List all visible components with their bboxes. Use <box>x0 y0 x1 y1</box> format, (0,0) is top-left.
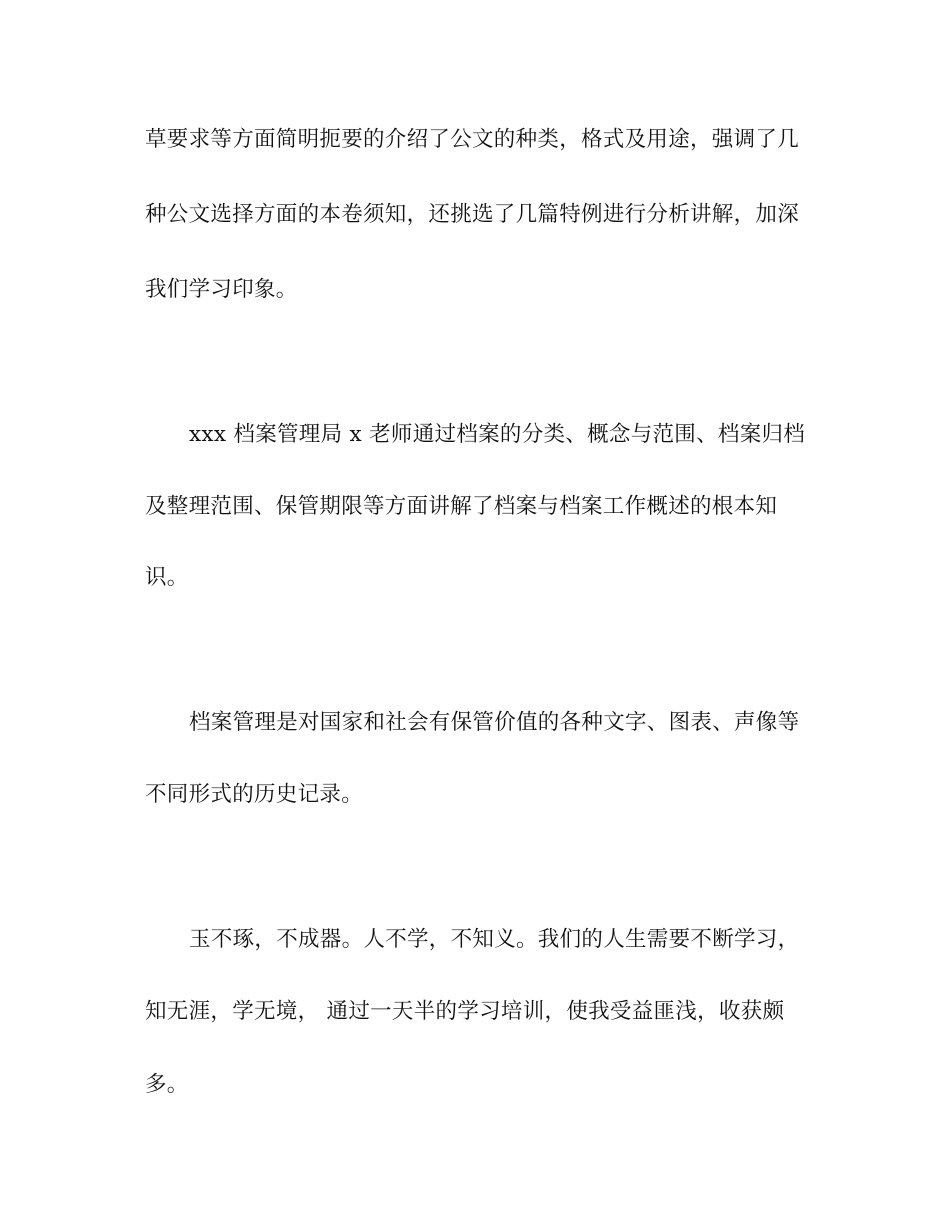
paragraph-line: xxx 档案管理局 x 老师通过档案的分类、概念与范围、档案归档 <box>189 422 806 447</box>
paragraph-line: 玉不琢，不成器。人不学，不知义。我们的人生需要不断学习， <box>189 927 800 952</box>
paragraph-line: 知无涯，学无境， 通过一天半的学习培训，使我受益匪浅，收获颇 <box>145 999 785 1024</box>
paragraph-line: 档案管理是对国家和社会有保管价值的各种文字、图表、声像等 <box>189 710 800 735</box>
paragraph-line: 识。 <box>145 565 189 590</box>
paragraph-line: 种公文选择方面的本卷须知，还挑选了几篇特例进行分析讲解，加深 <box>145 202 800 227</box>
paragraph-line: 不同形式的历史记录。 <box>145 782 364 807</box>
paragraph-line: 及整理范围、保管期限等方面讲解了档案与档案工作概述的根本知 <box>145 494 778 519</box>
paragraph-line: 我们学习印象。 <box>145 277 298 302</box>
paragraph-line: 多。 <box>145 1072 189 1097</box>
paragraph-line: 草要求等方面简明扼要的介绍了公文的种类，格式及用途，强调了几 <box>145 127 800 152</box>
